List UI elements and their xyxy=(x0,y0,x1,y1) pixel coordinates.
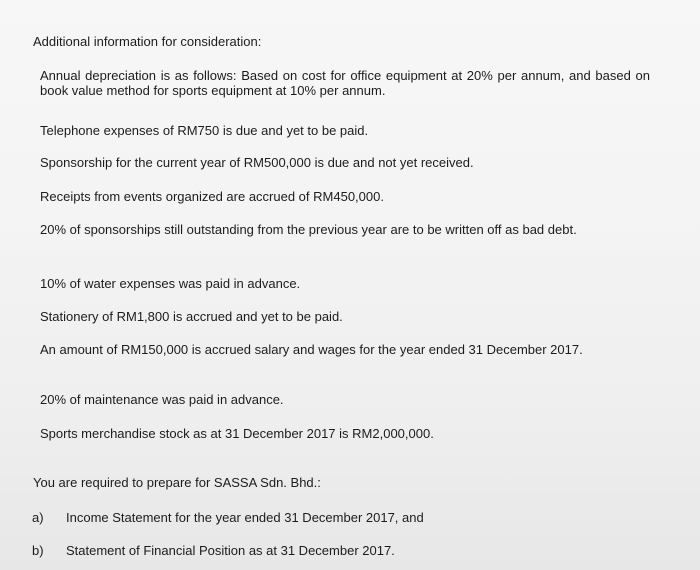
info-item-stationery: Stationery of RM1,800 is accrued and yet to be paid. xyxy=(40,309,343,324)
info-item-bad-debt: 20% of sponsorships still outstanding from the previous year are to be written off as bad debt. xyxy=(40,222,577,237)
requirement-part-a xyxy=(0,510,700,526)
part-a-text: Income Statement for the year ended 31 December 2017, and xyxy=(66,510,424,525)
part-b-text: Statement of Financial Position as at 31 December 2017. xyxy=(66,543,395,558)
info-item-salary-wages: An amount of RM150,000 is accrued salary and wages for the year ended 31 December 2017. xyxy=(40,342,583,357)
part-b-marker: b) xyxy=(32,543,44,558)
info-item-telephone: Telephone expenses of RM750 is due and yet to be paid. xyxy=(40,123,369,138)
requirement-part-b xyxy=(0,543,700,559)
section-heading: Additional information for consideration: xyxy=(33,34,262,49)
info-item-event-receipts: Receipts from events organized are accrued of RM450,000. xyxy=(40,189,384,204)
requirement-intro: You are required to prepare for SASSA Sdn. Bhd.: xyxy=(33,475,321,490)
info-item-depreciation: Annual depreciation is as follows: Based on cost for office equipment at 20% per annum, and based on book value method for sports equipment at 10% per annum. xyxy=(40,68,650,98)
info-item-maintenance: 20% of maintenance was paid in advance. xyxy=(40,392,284,407)
part-a-marker: a) xyxy=(32,510,44,525)
info-item-stock: Sports merchandise stock as at 31 December 2017 is RM2,000,000. xyxy=(40,426,434,441)
info-item-water-expenses: 10% of water expenses was paid in advance. xyxy=(40,276,301,291)
info-item-sponsorship: Sponsorship for the current year of RM500,000 is due and not yet received. xyxy=(40,155,474,170)
